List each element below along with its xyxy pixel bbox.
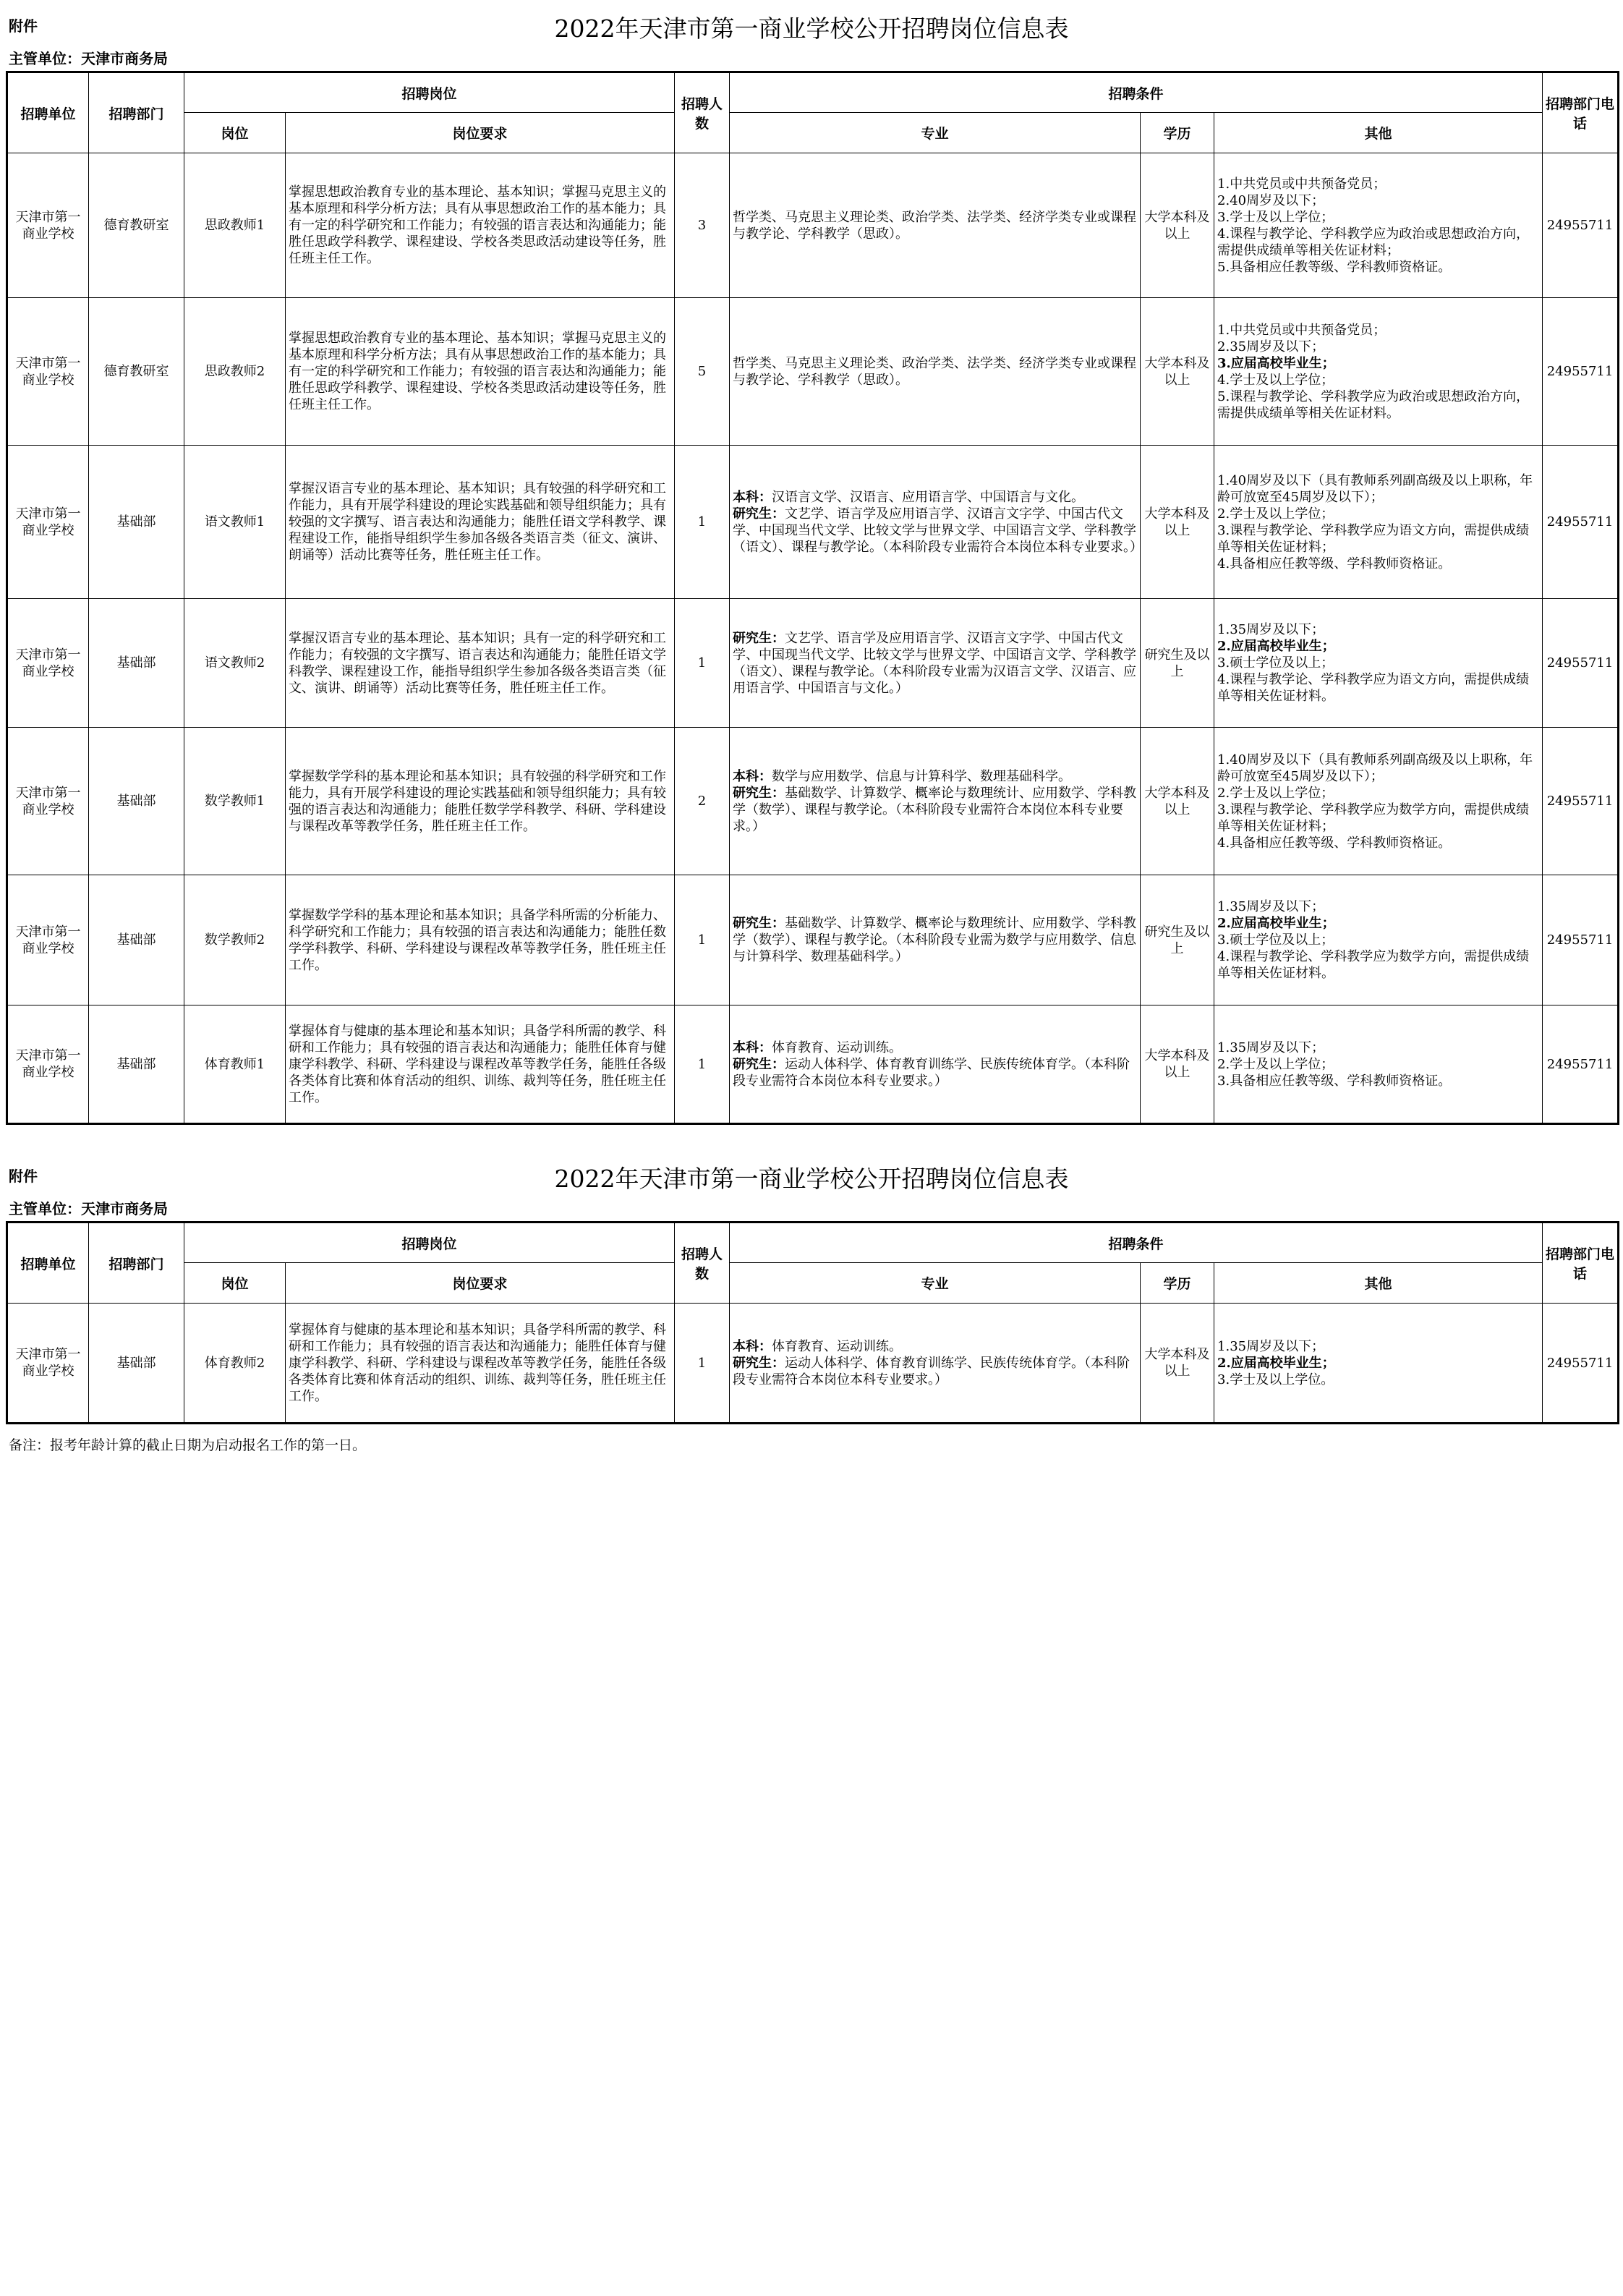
cell-count: 5	[675, 298, 730, 446]
cell-unit: 天津市第一商业学校	[7, 153, 89, 298]
major-line	[733, 768, 1137, 785]
cell-post: 体育教师2	[184, 1304, 286, 1424]
section-2	[6, 1150, 1617, 1454]
header-count: 招聘人数	[675, 1223, 730, 1304]
header-post-group: 招聘岗位	[184, 1223, 675, 1263]
attachment-label: 附件	[9, 1168, 38, 1185]
major-text: 哲学类、马克思主义理论类、政治学类、法学类、经济学类专业或课程与教学论、学科教学（思政）。	[733, 355, 1137, 388]
cell-other	[1214, 599, 1543, 728]
cell-edu: 大学本科及以上	[1141, 298, 1214, 446]
cell-major	[730, 1304, 1141, 1424]
table-row	[7, 153, 1619, 298]
cell-other	[1214, 728, 1543, 875]
other-item: 4.具备相应任教等级、学科教师资格证。	[1217, 556, 1452, 571]
header-unit: 招聘单位	[7, 1223, 89, 1304]
table-row	[7, 446, 1619, 599]
header-unit: 招聘单位	[7, 72, 89, 153]
table-row	[7, 728, 1619, 875]
other-item: 1.35周岁及以下；	[1217, 1338, 1325, 1354]
table-row	[7, 1005, 1619, 1124]
header-duty: 岗位要求	[286, 113, 675, 153]
supervisor-line: 主管单位：天津市商务局	[9, 1200, 168, 1217]
cell-unit: 天津市第一商业学校	[7, 875, 89, 1005]
other-item: 3.课程与教学论、学科教学应为数学方向，需提供成绩单等相关佐证材料；	[1217, 802, 1530, 834]
table-row	[7, 298, 1619, 446]
cell-duty: 掌握体育与健康的基本理论和基本知识；具备学科所需的教学、科研和工作能力；具有较强的语言表达和沟通能力；能胜任体育与健康学科教学、科研、学科建设与课程改革等教学任务，能胜任各级各类体育比赛和体育活动的组织、训练、裁判等任务，胜任班主任工作。	[286, 1005, 675, 1124]
cell-dept: 基础部	[89, 728, 184, 875]
other-item: 5.课程与教学论、学科教学应为政治或思想政治方向，需提供成绩单等相关佐证材料。	[1217, 388, 1530, 421]
cell-major	[730, 728, 1141, 875]
major-text: 汉语言文学、汉语言、应用语言学、中国语言与文化。	[772, 489, 1085, 505]
major-text: 数学与应用数学、信息与计算科学、数理基础科学。	[772, 768, 1072, 784]
other-item: 2.学士及以上学位；	[1217, 1056, 1334, 1072]
major-line	[733, 1355, 1137, 1388]
other-item: 1.40周岁及以下（具有教师系列副高级及以上职称，年龄可放宽至45周岁及以下）；	[1217, 752, 1533, 784]
table-row	[7, 875, 1619, 1005]
header-cond-group: 招聘条件	[730, 72, 1543, 113]
cell-unit: 天津市第一商业学校	[7, 1005, 89, 1124]
major-line	[733, 785, 1137, 835]
major-line	[733, 209, 1137, 242]
major-text: 文艺学、语言学及应用语言学、汉语言文字学、中国古代文学、中国现当代文学、比较文学与世界文学、中国语言文学、学科教学（语文）、课程与教学论。（本科阶段专业需符合本岗位本科专业要求。）	[733, 506, 1143, 555]
section-header	[6, 1150, 1617, 1196]
other-item: 4.课程与教学论、学科教学应为政治或思想政治方向，需提供成绩单等相关佐证材料；	[1217, 226, 1530, 258]
header-edu: 学历	[1141, 1263, 1214, 1304]
other-item: 4.具备相应任教等级、学科教师资格证。	[1217, 835, 1452, 851]
other-item: 2.40周岁及以下；	[1217, 192, 1325, 208]
cell-major	[730, 1005, 1141, 1124]
major-line	[733, 630, 1137, 697]
cell-post: 数学教师1	[184, 728, 286, 875]
cell-tel: 24955711	[1543, 298, 1619, 446]
major-line	[733, 355, 1137, 388]
cell-unit: 天津市第一商业学校	[7, 728, 89, 875]
major-label: 研究生：	[733, 1355, 785, 1371]
cell-post: 语文教师2	[184, 599, 286, 728]
major-line	[733, 1056, 1137, 1089]
other-item: 3.应届高校毕业生；	[1217, 355, 1335, 371]
cell-edu: 研究生及以上	[1141, 875, 1214, 1005]
other-item: 4.课程与教学论、学科教学应为数学方向，需提供成绩单等相关佐证材料。	[1217, 949, 1530, 981]
major-label: 研究生：	[733, 506, 785, 522]
other-item: 2.学士及以上学位；	[1217, 785, 1334, 801]
other-item: 2.应届高校毕业生；	[1217, 1355, 1335, 1371]
cell-count: 1	[675, 446, 730, 599]
major-text: 基础数学、计算数学、概率论与数理统计、应用数学、学科教学（数学）、课程与教学论。（本科阶段专业需为数学与应用数学、信息与计算科学、数理基础科学。）	[733, 916, 1137, 964]
cell-tel: 24955711	[1543, 599, 1619, 728]
cell-other	[1214, 875, 1543, 1005]
cell-dept: 基础部	[89, 1005, 184, 1124]
page-title: 2022年天津市第一商业学校公开招聘岗位信息表	[554, 1165, 1069, 1193]
cell-dept: 基础部	[89, 1304, 184, 1424]
cell-count: 3	[675, 153, 730, 298]
cell-other	[1214, 1304, 1543, 1424]
header-edu: 学历	[1141, 113, 1214, 153]
cell-duty: 掌握体育与健康的基本理论和基本知识；具备学科所需的教学、科研和工作能力；具有较强的语言表达和沟通能力；能胜任体育与健康学科教学、科研、学科建设与课程改革等教学任务，能胜任各级各类体育比赛和体育活动的组织、训练、裁判等任务，胜任班主任工作。	[286, 1304, 675, 1424]
other-item: 2.应届高校毕业生；	[1217, 639, 1335, 654]
cell-post: 体育教师1	[184, 1005, 286, 1124]
cell-dept: 德育教研室	[89, 153, 184, 298]
other-item: 1.中共党员或中共预备党员；	[1217, 176, 1386, 192]
major-label: 研究生：	[733, 785, 785, 801]
cell-post: 思政教师2	[184, 298, 286, 446]
cell-unit: 天津市第一商业学校	[7, 298, 89, 446]
cell-edu: 大学本科及以上	[1141, 1304, 1214, 1424]
major-text: 基础数学、计算数学、概率论与数理统计、应用数学、学科教学（数学）、课程与教学论。（本科阶段专业需符合本岗位本科专业要求。）	[733, 785, 1137, 834]
cell-other	[1214, 298, 1543, 446]
cell-count: 1	[675, 1304, 730, 1424]
header-tel: 招聘部门电话	[1543, 72, 1619, 153]
cell-duty: 掌握汉语言专业的基本理论、基本知识；具有一定的科学研究和工作能力；有较强的文字撰写、语言表达和沟通能力；能胜任语文学科教学、课程建设工作，能指导组织学生参加各级各类语言类（征文、演讲、朗诵等）活动比赛等任务，胜任班主任工作。	[286, 599, 675, 728]
other-item: 1.35周岁及以下；	[1217, 622, 1325, 637]
header-duty: 岗位要求	[286, 1263, 675, 1304]
supervisor-line: 主管单位：天津市商务局	[9, 50, 168, 67]
cell-duty: 掌握数学学科的基本理论和基本知识；具备学科所需的分析能力、科学研究和工作能力；具有较强的语言表达和沟通能力；能胜任数学学科教学、科研、学科建设与课程改革等教学任务，胜任班主任工作。	[286, 875, 675, 1005]
cell-edu: 大学本科及以上	[1141, 728, 1214, 875]
header-major: 专业	[730, 113, 1141, 153]
cell-duty: 掌握思想政治教育专业的基本理论、基本知识；掌握马克思主义的基本原理和科学分析方法；具有从事思想政治工作的基本能力；具有一定的科学研究和工作能力；有较强的语言表达和沟通能力；能胜任思政学科教学、课程建设、学校各类思政活动建设等任务，胜任班主任工作。	[286, 298, 675, 446]
major-line	[733, 915, 1137, 965]
major-text: 文艺学、语言学及应用语言学、汉语言文字学、中国古代文学、中国现当代文学、比较文学与世界文学、中国语言文学、学科教学（语文）、课程与教学论。（本科阶段专业需为汉语言文学、汉语言、应用语言学、中国语言与文化。）	[733, 630, 1137, 696]
major-label: 研究生：	[733, 630, 785, 646]
cell-other	[1214, 153, 1543, 298]
recruitment-table	[6, 71, 1619, 1125]
cell-dept: 德育教研室	[89, 298, 184, 446]
cell-tel: 24955711	[1543, 875, 1619, 1005]
cell-tel: 24955711	[1543, 1005, 1619, 1124]
major-label: 本科：	[733, 1338, 772, 1354]
other-item: 1.35周岁及以下；	[1217, 1039, 1325, 1055]
cell-count: 1	[675, 599, 730, 728]
cell-edu: 大学本科及以上	[1141, 153, 1214, 298]
cell-major	[730, 298, 1141, 446]
cell-count: 1	[675, 875, 730, 1005]
major-text: 哲学类、马克思主义理论类、政治学类、法学类、经济学类专业或课程与教学论、学科教学（思政）。	[733, 209, 1137, 242]
page-title: 2022年天津市第一商业学校公开招聘岗位信息表	[554, 14, 1069, 43]
cell-duty: 掌握思想政治教育专业的基本理论、基本知识；掌握马克思主义的基本原理和科学分析方法；具有从事思想政治工作的基本能力；具有一定的科学研究和工作能力；有较强的语言表达和沟通能力；能胜任思政学科教学、课程建设、学校各类思政活动建设等任务，胜任班主任工作。	[286, 153, 675, 298]
header-count: 招聘人数	[675, 72, 730, 153]
major-text: 体育教育、运动训练。	[772, 1338, 903, 1354]
header-other: 其他	[1214, 1263, 1543, 1304]
other-item: 2.学士及以上学位；	[1217, 506, 1334, 522]
other-item: 2.应届高校毕业生；	[1217, 916, 1335, 931]
major-label: 研究生：	[733, 916, 785, 931]
major-text: 运动人体科学、体育教育训练学、民族传统体育学。（本科阶段专业需符合本岗位本科专业要求。）	[733, 1056, 1130, 1089]
cell-major	[730, 599, 1141, 728]
cell-post: 数学教师2	[184, 875, 286, 1005]
major-label: 本科：	[733, 1039, 772, 1055]
recruitment-table	[6, 1221, 1619, 1424]
cell-count: 2	[675, 728, 730, 875]
other-item: 3.硕士学位及以上；	[1217, 655, 1334, 671]
major-label: 本科：	[733, 489, 772, 505]
cell-unit: 天津市第一商业学校	[7, 599, 89, 728]
other-item: 1.40周岁及以下（具有教师系列副高级及以上职称，年龄可放宽至45周岁及以下）；	[1217, 472, 1533, 505]
other-item: 4.课程与教学论、学科教学应为语文方向，需提供成绩单等相关佐证材料。	[1217, 672, 1530, 704]
section-1	[6, 0, 1617, 1125]
cell-other	[1214, 1005, 1543, 1124]
other-item: 1.中共党员或中共预备党员；	[1217, 322, 1386, 338]
header-post: 岗位	[184, 113, 286, 153]
header-other: 其他	[1214, 113, 1543, 153]
cell-tel: 24955711	[1543, 728, 1619, 875]
major-text: 体育教育、运动训练。	[772, 1039, 903, 1055]
cell-major	[730, 153, 1141, 298]
cell-dept: 基础部	[89, 599, 184, 728]
other-item: 2.35周岁及以下；	[1217, 339, 1325, 354]
cell-edu: 研究生及以上	[1141, 599, 1214, 728]
cell-tel: 24955711	[1543, 446, 1619, 599]
major-line	[733, 489, 1137, 506]
header-cond-group: 招聘条件	[730, 1223, 1543, 1263]
cell-count: 1	[675, 1005, 730, 1124]
other-item: 3.硕士学位及以上；	[1217, 932, 1334, 948]
cell-dept: 基础部	[89, 875, 184, 1005]
major-text: 运动人体科学、体育教育训练学、民族传统体育学。（本科阶段专业需符合本岗位本科专业要求。）	[733, 1355, 1130, 1387]
major-line	[733, 1338, 1137, 1355]
cell-post: 语文教师1	[184, 446, 286, 599]
cell-edu: 大学本科及以上	[1141, 446, 1214, 599]
other-item: 3.学士及以上学位；	[1217, 209, 1334, 225]
table-row	[7, 1304, 1619, 1424]
cell-duty: 掌握汉语言专业的基本理论、基本知识；具有较强的科学研究和工作能力，具有开展学科建设的理论实践基础和领导组织能力；具有较强的文字撰写、语言表达和沟通能力；能胜任语文学科教学、课程建设工作，能指导组织学生参加各级各类语言类（征文、演讲、朗诵等）活动比赛等任务，胜任班主任工作。	[286, 446, 675, 599]
major-label: 本科：	[733, 768, 772, 784]
other-item: 3.具备相应任教等级、学科教师资格证。	[1217, 1073, 1452, 1089]
cell-major	[730, 446, 1141, 599]
other-item: 4.学士及以上学位；	[1217, 372, 1334, 388]
header-post: 岗位	[184, 1263, 286, 1304]
section-header	[6, 0, 1617, 46]
other-item: 3.学士及以上学位。	[1217, 1372, 1334, 1387]
header-dept: 招聘部门	[89, 1223, 184, 1304]
major-line	[733, 1039, 1137, 1056]
cell-unit: 天津市第一商业学校	[7, 1304, 89, 1424]
cell-dept: 基础部	[89, 446, 184, 599]
cell-edu: 大学本科及以上	[1141, 1005, 1214, 1124]
cell-tel: 24955711	[1543, 1304, 1619, 1424]
table-body	[7, 153, 1619, 1124]
other-item: 5.具备相应任教等级、学科教师资格证。	[1217, 259, 1452, 275]
cell-post: 思政教师1	[184, 153, 286, 298]
header-post-group: 招聘岗位	[184, 72, 675, 113]
cell-other	[1214, 446, 1543, 599]
other-item: 1.35周岁及以下；	[1217, 899, 1325, 914]
header-dept: 招聘部门	[89, 72, 184, 153]
footnote: 备注：报考年龄计算的截止日期为启动报名工作的第一日。	[9, 1437, 367, 1453]
cell-tel: 24955711	[1543, 153, 1619, 298]
header-major: 专业	[730, 1263, 1141, 1304]
table-row	[7, 599, 1619, 728]
table-body	[7, 1304, 1619, 1424]
cell-unit: 天津市第一商业学校	[7, 446, 89, 599]
attachment-label: 附件	[9, 17, 38, 35]
other-item: 3.课程与教学论、学科教学应为语文方向，需提供成绩单等相关佐证材料；	[1217, 522, 1530, 555]
major-label: 研究生：	[733, 1056, 785, 1072]
header-tel: 招聘部门电话	[1543, 1223, 1619, 1304]
cell-major	[730, 875, 1141, 1005]
major-line	[733, 506, 1143, 556]
cell-duty: 掌握数学学科的基本理论和基本知识；具有较强的科学研究和工作能力，具有开展学科建设的理论实践基础和领导组织能力；具有较强的语言表达和沟通能力；能胜任数学学科教学、科研、学科建设与课程改革等教学任务，胜任班主任工作。	[286, 728, 675, 875]
